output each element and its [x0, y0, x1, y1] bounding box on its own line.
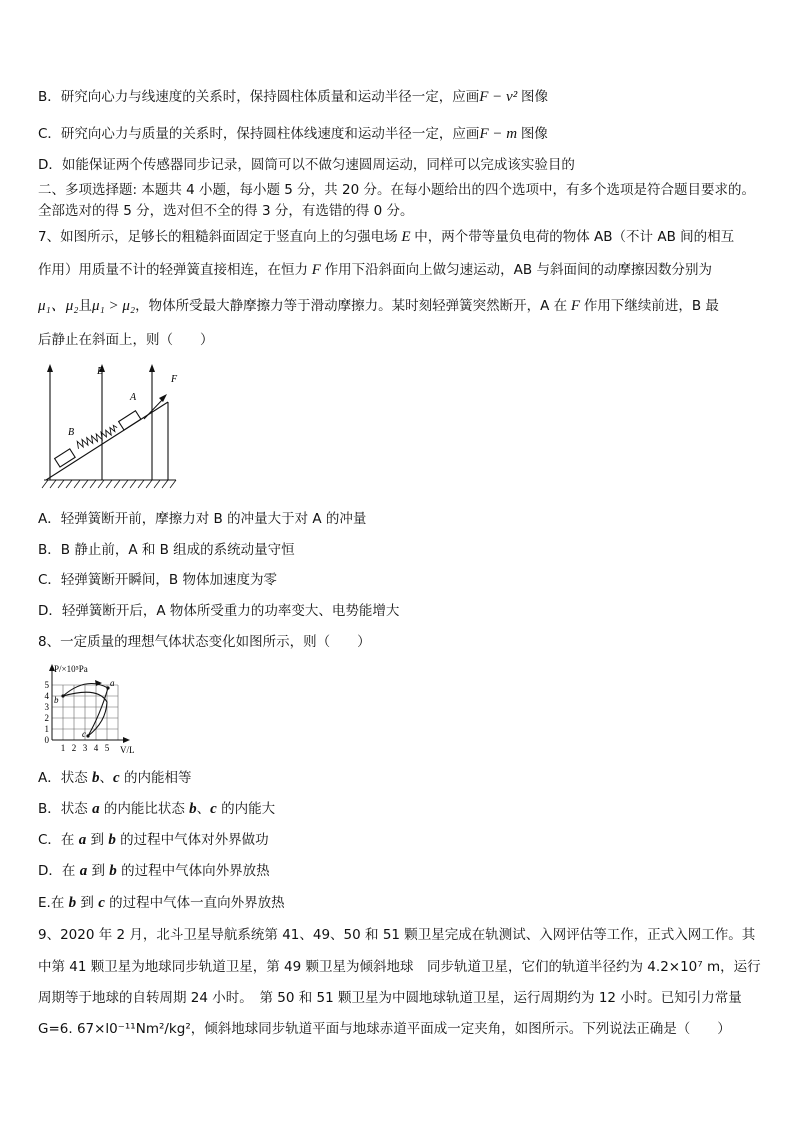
state-symbol: b: [92, 770, 100, 786]
q8-option-c: [38, 830, 764, 850]
option-text: 的过程中气体向外界放热: [116, 863, 270, 879]
q7-stem-line2: [38, 260, 764, 280]
section2-instructions-line1: 二、多项选择题: 本题共 4 小题，每小题 5 分，共 20 分。在每小题给出的四个选项中，有多个选项是符合题目要求的。: [38, 182, 755, 198]
q7-option-b: B．B 静止前，A 和 B 组成的系统动量守恒: [38, 542, 295, 558]
q6-option-c-text: C．研究向心力与质量的关系时，保持圆柱体线速度和运动半径一定，应画: [38, 126, 480, 142]
x-tick-label: 3: [82, 743, 88, 753]
y-axis-label: P/×10⁵Pa: [54, 664, 88, 674]
y-tick-label: 3: [44, 702, 49, 712]
force-arrow: [144, 398, 164, 419]
arrow-icon: [159, 394, 167, 402]
option-text: 、: [99, 770, 114, 786]
x-tick-label: 4: [93, 743, 99, 753]
state-symbol: a: [92, 801, 100, 817]
label-a: A: [130, 392, 137, 403]
q7-stem-line3: [38, 296, 764, 316]
q7-stem-line1: [38, 227, 764, 247]
q9-stem-line3: 周期等于地球的自转周期 24 小时。 第 50 和 51 颗卫星为中圆地球轨道卫星，运行周期约为 12 小时。已知引力常量: [38, 990, 742, 1006]
x-tick-label: 2: [71, 743, 77, 753]
q9-stem-line2: 中第 41 颗卫星为地球同步轨道卫星，第 49 颗卫星为倾斜地球 同步轨道卫星，它们的轨道半径约为 4.2×10⁷ m，运行: [38, 959, 761, 975]
arrow-up-icon: [149, 364, 155, 372]
state-symbol: c: [98, 895, 105, 911]
q7-symbol-f: F: [308, 262, 325, 278]
label-f: F: [171, 374, 178, 385]
option-text: 到: [86, 832, 109, 848]
option-text: 的内能比状态: [99, 801, 190, 817]
q7-stem-line4: 后静止在斜面上，则（ ）: [38, 332, 214, 348]
option-text: 的内能大: [216, 801, 276, 817]
x-tick-label: 1: [60, 743, 66, 753]
option-text: B．状态: [38, 801, 93, 817]
y-tick-label: 1: [44, 724, 49, 734]
q7-option-c: C．轻弹簧断开瞬间，B 物体加速度为零: [38, 572, 277, 588]
label-b: B: [68, 427, 75, 438]
arrow-right-icon: [123, 737, 130, 743]
q6-option-b-suffix: 图像: [520, 89, 548, 105]
option-text: 到: [87, 863, 110, 879]
y-tick-label: 5: [44, 680, 49, 690]
q7-text: ，物体所受最大静摩擦力等于滑动摩擦力。某时刻轻弹簧突然断开，A 在: [135, 298, 568, 314]
q8-option-d: [38, 861, 764, 881]
q6-option-b-formula: F − v²: [479, 89, 521, 105]
q6-option-d: D．如能保证两个传感器同步记录，圆筒可以不做匀速圆周运动，同样可以完成该实验目的: [38, 157, 575, 173]
q7-text: 作用下沿斜面向上做匀速运动，AB 与斜面间的动摩擦因数分别为: [324, 262, 712, 278]
option-text: 、: [196, 801, 211, 817]
point-label-b: b: [54, 695, 59, 705]
x-tick-label: 5: [104, 743, 110, 753]
q8-option-b: [38, 799, 764, 819]
point-label-c: c: [82, 729, 86, 739]
q7-symbol-f: F: [567, 298, 584, 314]
q6-option-c-suffix: 图像: [520, 126, 548, 142]
option-text: 的过程中气体一直向外界放热: [104, 895, 285, 911]
state-symbol: b: [109, 863, 117, 879]
x-axis-label: V/L: [120, 745, 135, 755]
state-b-point: [61, 694, 64, 697]
q9-stem-line4: G=6. 67×l0⁻¹¹Nm²/kg²，倾斜地球同步轨道平面与地球赤道平面成一定夹角，如图所示。下列说法正确是（ ）: [38, 1021, 731, 1037]
state-symbol: a: [78, 832, 87, 848]
option-text: E.在: [38, 895, 69, 911]
q6-option-b-text: B．研究向心力与线速度的关系时，保持圆柱体质量和运动半径一定，应画: [38, 89, 480, 105]
point-label-a: a: [110, 678, 115, 688]
q7-text: 7、如图所示，足够长的粗糙斜面固定于竖直向上的匀强电场: [38, 229, 398, 245]
label-e: E: [97, 366, 104, 377]
state-symbol: c: [113, 770, 120, 786]
q7-text: 作用）用质量不计的轻弹簧直接相连，在恒力: [38, 262, 308, 278]
q8-option-e: [38, 893, 764, 913]
spring: [75, 419, 119, 454]
option-text: 的内能相等: [119, 770, 192, 786]
q6-option-c-formula: F − m: [479, 126, 521, 142]
option-text: A．状态: [38, 770, 93, 786]
state-symbol: b: [189, 801, 197, 817]
q7-text: 且: [78, 298, 92, 314]
state-symbol: b: [68, 895, 77, 911]
q9-stem-line1: 9、2020 年 2 月，北斗卫星导航系统第 41、49、50 和 51 颗卫星完成在轨测试、入网评估等工作，正式入网工作。其: [38, 927, 756, 943]
y-tick-label: 2: [44, 713, 49, 723]
q7-text: 中，两个带等量负电荷的物体 AB（不计 AB 间的相互: [414, 229, 735, 245]
state-symbol: a: [79, 863, 88, 879]
q8-pv-graph: [36, 660, 146, 755]
section2-instructions-line2: 全部选对的得 5 分，选对但不全的得 3 分，有选错的得 0 分。: [38, 203, 414, 219]
state-c-point: [86, 734, 89, 737]
block-b: [55, 449, 76, 467]
y-tick-label: 0: [44, 735, 49, 745]
q6-option-c: [38, 124, 764, 144]
q8-stem: 8、一定质量的理想气体状态变化如图所示，则（ ）: [38, 634, 371, 650]
q7-option-d: D．轻弹簧断开后，A 物体所受重力的功率变大、电势能增大: [38, 603, 400, 619]
q7-symbol-e: E: [397, 229, 415, 245]
option-text: D．在: [38, 863, 80, 879]
ground-hatching: [42, 480, 176, 488]
q8-option-a: [38, 768, 764, 788]
q6-option-b: [38, 87, 764, 107]
y-tick-label: 4: [44, 691, 49, 701]
q7-incline-figure: [40, 362, 180, 494]
q7-symbol-mu: μ₁、μ₂: [38, 298, 79, 314]
option-text: 到: [76, 895, 99, 911]
option-text: 的过程中气体对外界做功: [115, 832, 269, 848]
q7-symbol-mu-compare: μ₁ > μ₂: [92, 298, 136, 314]
q7-text: 作用下继续前进，B 最: [583, 298, 719, 314]
state-symbol: b: [108, 832, 116, 848]
q7-option-a: A．轻弹簧断开前，摩擦力对 B 的冲量大于对 A 的冲量: [38, 511, 367, 527]
arrow-up-icon: [47, 364, 53, 372]
option-text: C．在: [38, 832, 79, 848]
state-symbol: c: [210, 801, 217, 817]
